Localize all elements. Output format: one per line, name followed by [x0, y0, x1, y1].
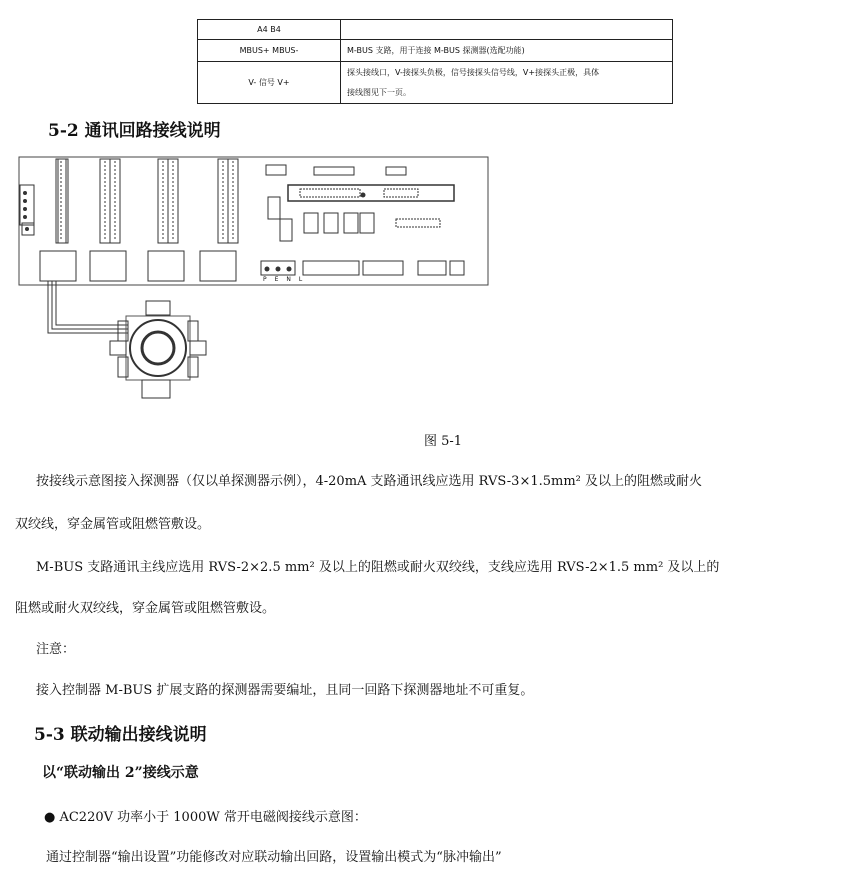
note-text: 接入控制器 M-BUS 扩展支路的探测器需要编址，且同一回路下探测器地址不可重复。 — [36, 683, 534, 698]
terminal-label: N — [286, 276, 299, 283]
desc-cell — [341, 62, 673, 104]
desc-cell: M-BUS 支路，用于连接 M-BUS 探测器(选配功能) — [341, 40, 673, 62]
paragraph-line: 双绞线，穿金属管或阻燃管敷设。 — [15, 517, 211, 532]
terminal-label: L — [298, 276, 311, 283]
terminal-cell: V- 信号 V+ — [198, 62, 341, 104]
table-row — [198, 62, 673, 104]
paragraph-line: 阻燃或耐火双绞线，穿金属管或阻燃管敷设。 — [15, 601, 276, 616]
wiring-diagram — [18, 153, 490, 418]
terminal-cell: A4 B4 — [198, 20, 341, 40]
desc-line: 接线图见下一页。 — [347, 87, 411, 97]
subsection-heading: 以“联动输出 2”接线示意 — [42, 765, 199, 781]
desc-line: 探头接线口，V-接探头负极，信号接探头信号线，V+接探头正极，具体 — [347, 67, 600, 77]
table-row — [198, 40, 673, 62]
bullet-item: ● AC220V 功率小于 1000W 常开电磁阀接线示意图： — [44, 810, 367, 825]
power-terminal-labels — [263, 276, 310, 283]
table-row — [198, 20, 673, 40]
figure-caption: 图 5-1 — [424, 434, 463, 449]
paragraph-line: 通过控制器“输出设置”功能修改对应联动输出回路，设置输出模式为“脉冲输出” — [46, 850, 502, 865]
section-heading: 5-3 联动输出接线说明 — [34, 725, 207, 745]
section-heading: 5-2 通讯回路接线说明 — [48, 121, 221, 141]
note-label: 注意： — [36, 642, 76, 657]
terminal-spec-table — [197, 19, 673, 104]
desc-cell — [341, 20, 673, 40]
terminal-cell: MBUS+ MBUS- — [198, 40, 341, 62]
paragraph-line: 按接线示意图接入探测器（仅以单探测器示例），4-20mA 支路通讯线应选用 RVS-3×1.5mm² 及以上的阻燃或耐火 — [36, 474, 703, 489]
paragraph-line: M-BUS 支路通讯主线应选用 RVS-2×2.5 mm² 及以上的阻燃或耐火双绞线，支线应选用 RVS-2×1.5 mm² 及以上的 — [36, 560, 720, 575]
terminal-label: PE — [263, 276, 287, 283]
